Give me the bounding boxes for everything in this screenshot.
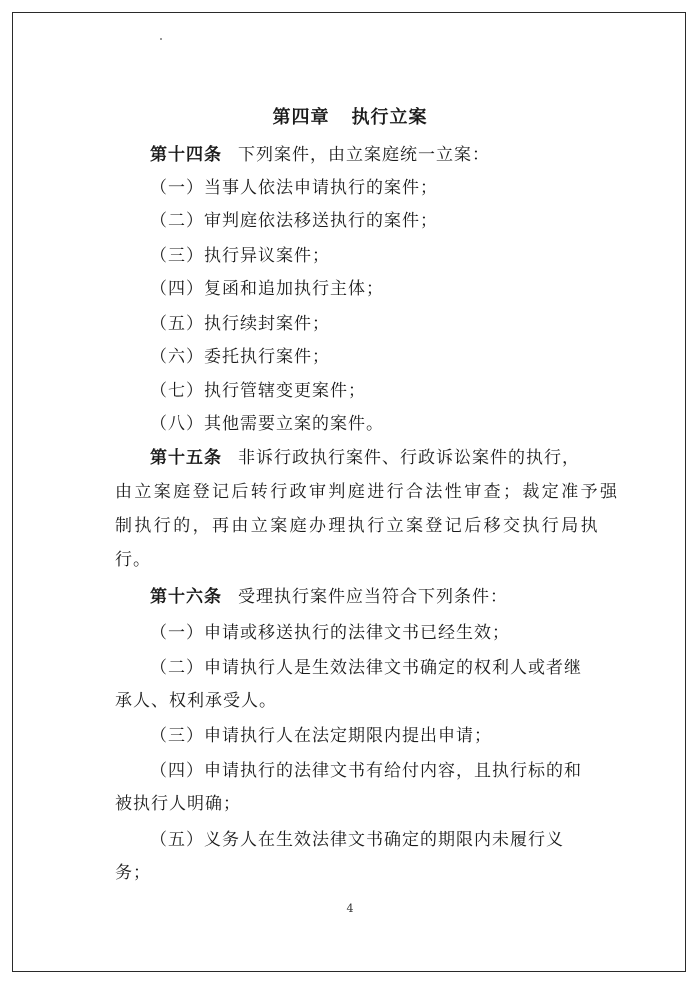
list-item: （七）执行管辖变更案件； xyxy=(150,381,366,401)
list-item: （五）执行续封案件； xyxy=(150,314,330,334)
article-15-text: 非诉行政执行案件、行政诉讼案件的执行， xyxy=(238,448,580,468)
chapter-name: 执行立案 xyxy=(351,107,428,128)
chapter-title xyxy=(0,103,700,129)
list-item: （一）当事人依法申请执行的案件； xyxy=(150,178,438,198)
article-15-line: 行。 xyxy=(115,550,151,570)
article-15-head: 第十五条 xyxy=(150,448,222,468)
article-15-line: 由立案庭登记后转行政审判庭进行合法性审查；裁定准予强 xyxy=(115,482,620,502)
article-16-intro xyxy=(150,582,508,607)
article-14-head: 第十四条 xyxy=(150,145,222,165)
list-item: （五）义务人在生效法律文书确定的期限内未履行义 xyxy=(150,830,564,850)
article-15-line: 制执行的，再由立案庭办理执行立案登记后移交执行局执 xyxy=(115,516,600,536)
list-item: （八）其他需要立案的案件。 xyxy=(150,414,384,434)
list-item: （二）申请执行人是生效法律文书确定的权利人或者继 xyxy=(150,658,582,678)
article-16-head: 第十六条 xyxy=(150,587,222,607)
article-16-text: 受理执行案件应当符合下列条件： xyxy=(238,587,508,607)
list-item-continuation: 承人、权利承受人。 xyxy=(115,691,277,711)
article-14-text: 下列案件，由立案庭统一立案： xyxy=(238,145,490,165)
list-item: （四）申请执行的法律文书有给付内容，且执行标的和 xyxy=(150,761,582,781)
list-item: （六）委托执行案件； xyxy=(150,347,330,367)
article-15-line xyxy=(150,443,580,468)
list-item: （四）复函和追加执行主体； xyxy=(150,279,384,299)
list-item-continuation: 务； xyxy=(115,863,151,883)
list-item: （三）申请执行人在法定期限内提出申请； xyxy=(150,726,492,746)
article-14-intro xyxy=(150,140,490,165)
scan-speck xyxy=(160,38,162,40)
list-item: （一）申请或移送执行的法律文书已经生效； xyxy=(150,623,510,643)
list-item: （二）审判庭依法移送执行的案件； xyxy=(150,211,438,231)
list-item-continuation: 被执行人明确； xyxy=(115,794,241,814)
chapter-number: 第四章 xyxy=(272,107,330,128)
page-number: 4 xyxy=(346,902,354,915)
list-item: （三）执行异议案件； xyxy=(150,246,330,266)
